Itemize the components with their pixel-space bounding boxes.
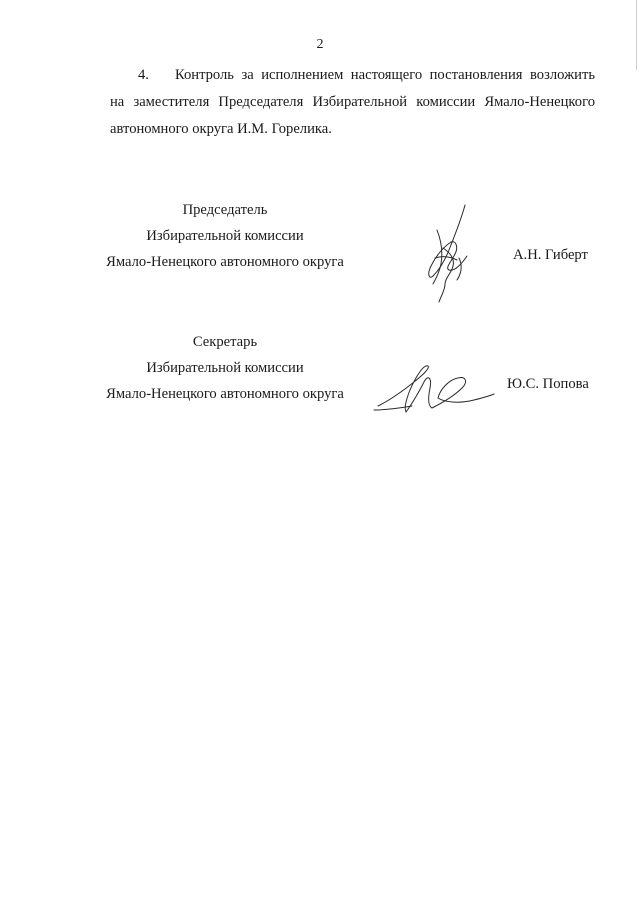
- signatory-organization: Избирательной комиссии: [146, 228, 304, 244]
- paragraph-item-4: [110, 62, 595, 143]
- signature-block-chairman: [60, 197, 390, 275]
- signatory-name: А.Н. Гиберт: [513, 247, 588, 263]
- page-number: 2: [316, 37, 324, 52]
- paragraph-line-text: Контроль за исполнением настоящего постановления возложить: [174, 67, 595, 83]
- signatory-title: Председатель: [182, 202, 268, 218]
- handwritten-signature-icon: [370, 360, 500, 420]
- signatory-name: Ю.С. Попова: [507, 376, 589, 392]
- paragraph-line-text: автономного округа И.М. Горелика.: [110, 121, 332, 137]
- paragraph-line-text: на заместителя Председателя Избирательной комиссии Ямало-Ненецкого: [110, 94, 595, 110]
- signatory-region: Ямало-Ненецкого автономного округа: [106, 254, 344, 270]
- signatory-organization: Избирательной комиссии: [146, 360, 304, 376]
- signatory-region: Ямало-Ненецкого автономного округа: [106, 386, 344, 402]
- item-number: 4.: [138, 67, 149, 83]
- paragraph-line-1: [110, 62, 595, 89]
- handwritten-signature-icon: [415, 200, 495, 310]
- scan-edge-line: [636, 0, 637, 70]
- signatory-title: Секретарь: [192, 334, 258, 350]
- paragraph-line-2: [110, 89, 595, 116]
- paragraph-line-3: [110, 116, 595, 143]
- signature-block-secretary: [60, 329, 390, 407]
